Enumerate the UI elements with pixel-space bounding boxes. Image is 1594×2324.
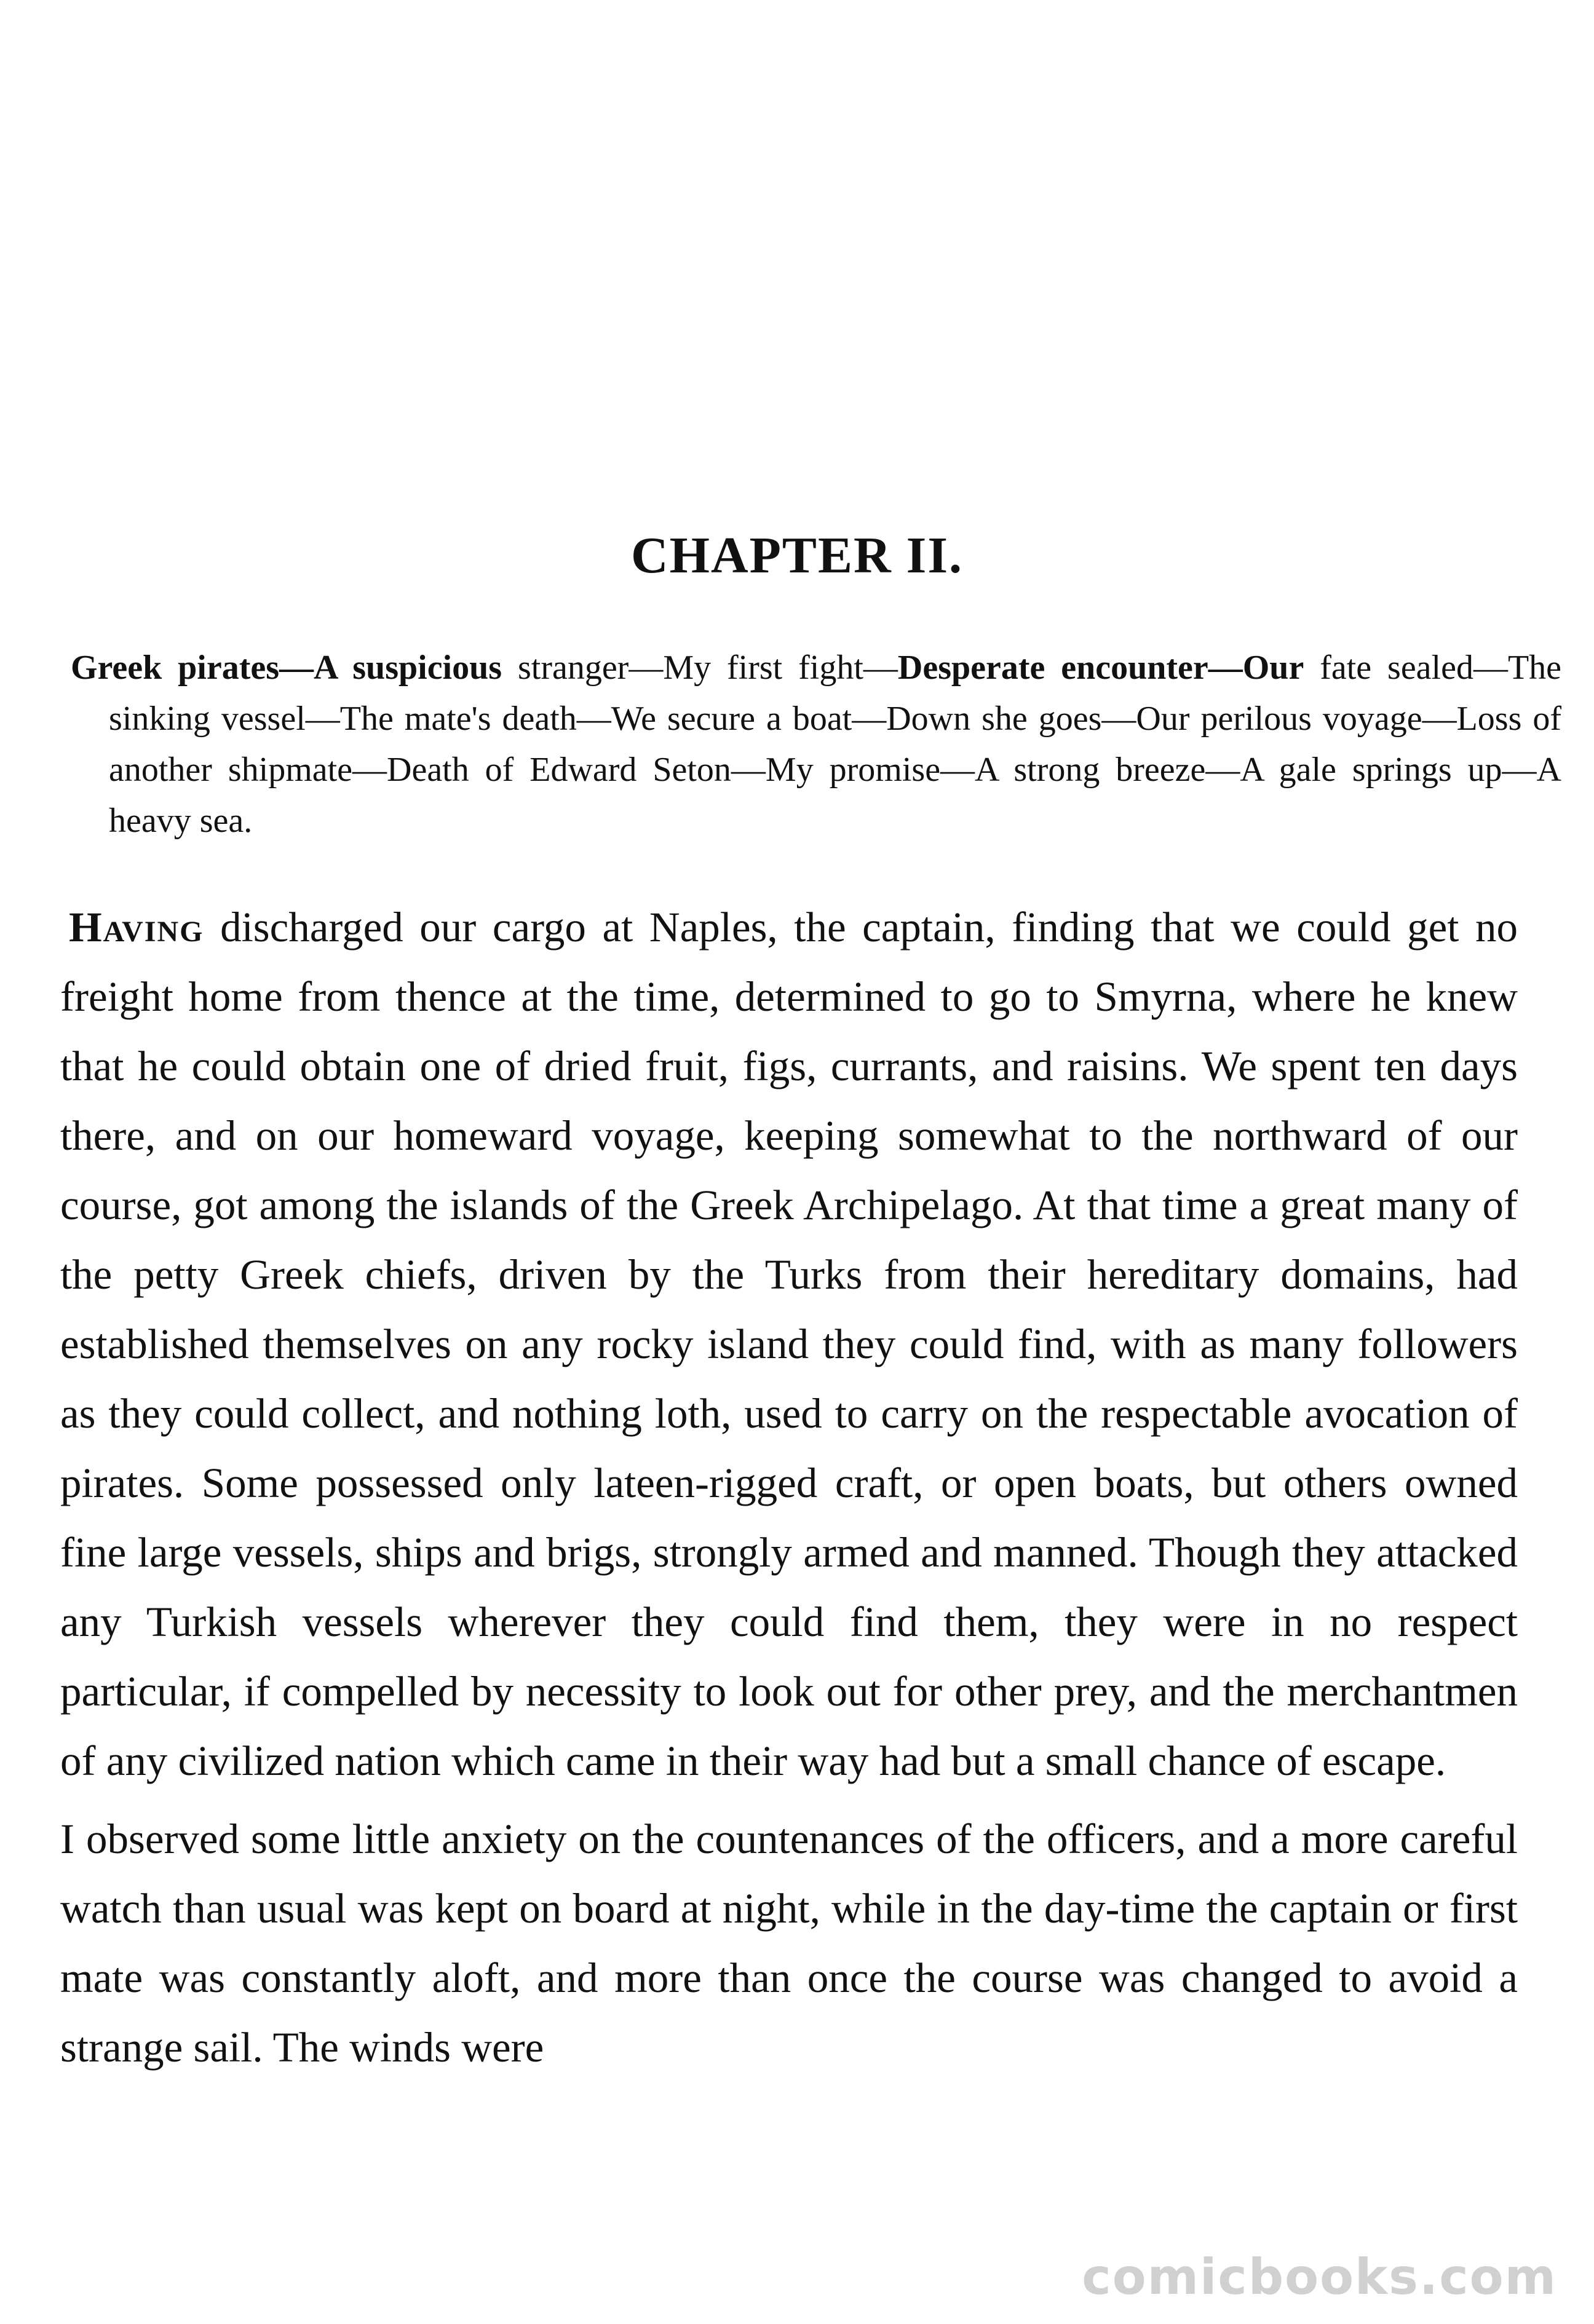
chapter-synopsis — [71, 642, 1561, 847]
synopsis-segment: fate sealed—The sinking vessel—The mate's death—We secure a boat—Down she goes—Our perilous voyage—Loss of another shipmate—Death of Edward Seton—My promise—A strong breeze—A gale springs up—A heavy sea. — [109, 649, 1562, 840]
synopsis-segment: Greek pirates— — [71, 649, 314, 687]
paragraph-lead-word: Having — [69, 904, 204, 951]
body-paragraph: I observed some little anxiety on the countenances of the officers, and a more careful watch than usual was kept on board at night, while in the day-time the captain or first mate was constantly aloft, and more than once the course was changed to avoid a strange sail. The winds were — [60, 1816, 1518, 2071]
synopsis-segment: A suspicious — [314, 649, 502, 687]
synopsis-segment: stranger— — [502, 649, 664, 687]
synopsis-segment: Desperate encounter—Our — [897, 649, 1304, 687]
synopsis-segment: My first fight— — [663, 649, 898, 687]
paragraph-text: discharged our cargo at Naples, the captain, finding that we could get no freight home from thence at the time, determined to go to Smyrna, where he knew that he could obtain one of dried fruit, figs, currants, and raisins. We spent ten days there, and on our homeward voyage, keeping somewhat to the northward of our course, got among the islands of the Greek Archipelago. At that time a great many of the petty Greek chiefs, driven by the Turks from their hereditary domains, had established themselves on any rocky island they could find, with as many followers as they could collect, and nothing loth, used to carry on the respectable avocation of pirates. Some possessed only lateen-rigged craft, or open boats, but others owned fine large vessels, ships and brigs, strongly armed and manned. Though they attacked any Turkish vessels wherever they could find them, they were in no respect particular, if compelled by necessity to look out for other prey, and the merchantmen of any civilized nation which came in their way had but a small chance of escape. — [60, 904, 1518, 1784]
body-paragraph — [60, 893, 1518, 1796]
chapter-title: CHAPTER II. — [630, 527, 964, 584]
chapter-body — [60, 893, 1518, 2082]
site-watermark: comicbooks.com — [1082, 2248, 1557, 2306]
